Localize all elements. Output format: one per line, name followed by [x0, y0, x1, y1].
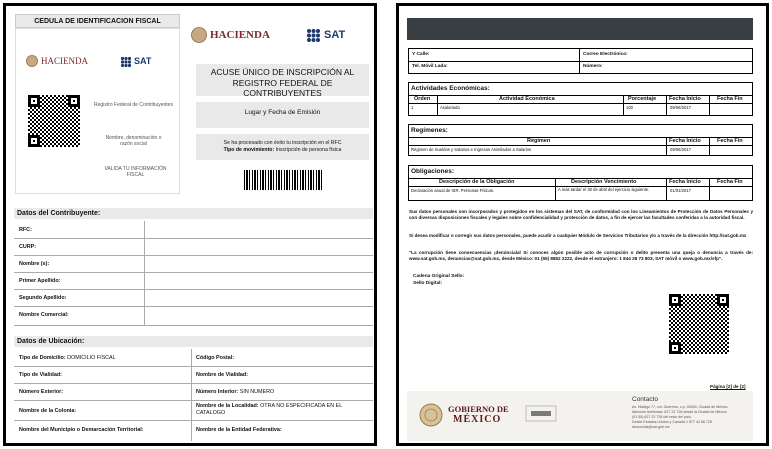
contacto-title: Contacto: [632, 396, 659, 403]
localidad-value: OTRA NO ESPECIFICADA EN EL CATALOGO: [196, 403, 342, 417]
mexico-text: MÉXICO: [453, 414, 502, 425]
datos-ubicacion-title: Datos de Ubicación:: [14, 336, 373, 347]
segundo-apellido-label: Segundo Apellido:: [19, 295, 67, 301]
reg-h-fecha-inicio: Fecha Inicio: [669, 138, 701, 144]
obl-descripcion: Declaración anual de ISR. Personas Físicas.: [411, 188, 495, 193]
regimenes-title: Regímenes:: [411, 127, 448, 134]
numero-label: Número:: [583, 64, 603, 69]
valida-caption: VALIDA TU INFORMACIÓN FISCAL: [104, 166, 167, 178]
rfc-caption: Registro Federal de Contribuyentes: [94, 102, 173, 108]
tipo-mov-value: Inscripción de persona física: [275, 147, 342, 154]
act-porcentaje: 100: [626, 105, 633, 110]
primer-apellido-label: Primer Apellido:: [19, 278, 61, 284]
tipo-vialidad-label: Tipo de Vialidad:: [19, 372, 62, 378]
rfc-label: RFC:: [19, 227, 32, 233]
entidad-label: Nombre de la Entidad Federativa:: [196, 427, 282, 433]
act-h-porcentaje: Porcentaje: [628, 96, 657, 102]
obligaciones-title: Obligaciones:: [411, 168, 454, 175]
tipo-domicilio-label: Tipo de Domicilio: DOMICILIO FISCAL: [19, 355, 116, 361]
gobierno-seal-icon: [419, 403, 443, 427]
sat-dots-icon: [306, 28, 321, 43]
actividades-table: [408, 82, 753, 116]
sat-logo: [120, 55, 160, 67]
numero-interior-label: Número Interior: SIN NUMERO: [196, 389, 275, 395]
tipo-movimiento: [196, 147, 369, 154]
barcode: [244, 170, 322, 190]
municipio-label: Nombre del Municipio o Demarcación Territorial:: [19, 427, 144, 433]
hacienda-text: HACIENDA: [41, 56, 88, 66]
act-actividad: Asalariado: [440, 105, 460, 110]
constancia-page-2: [396, 3, 769, 446]
obl-fecha-inicio: 01/01/2017: [670, 188, 691, 193]
tel-label: Tel. Móvil Lada:: [412, 64, 448, 69]
contacto-line-4: Desde Estados Unidos y Canadá 1 877 44 88 728.: [632, 420, 713, 424]
reg-regimen: Régimen de Sueldos y Salarios e Ingresos Asimilados a Salarios: [411, 147, 532, 152]
hacienda-text: HACIENDA: [210, 29, 270, 41]
datos-contribuyente-title: Datos del Contribuyente:: [14, 208, 373, 219]
localidad-label: Nombre de la Localidad: OTRA NO ESPECIFICADA EN EL CATALOGO: [196, 403, 342, 417]
colonia-label: Nombre de la Colonia:: [19, 408, 77, 414]
cedula-header: CEDULA DE IDENTIFICACION FISCAL: [15, 14, 180, 28]
hacienda-logo: [26, 54, 91, 68]
contact-table: [408, 48, 753, 74]
numero-exterior-label: Número Exterior:: [19, 389, 64, 395]
curp-label: CURP:: [19, 244, 37, 250]
correo-label: Correo Electrónico:: [583, 52, 628, 57]
numero-interior-value: SIN NUMERO: [239, 389, 275, 395]
eagle-icon: [191, 26, 207, 44]
corruption-paragraph: "La corrupción tiene consecuencias ¡denúncialal Si conoces algún posible acto de corrupción o delito presenta una queja o denuncia a través de: www.sat.gob.mx, denuncias@sat.gob.mx, desde México: 01 (55) 8852 2222, desde el extranjero: 1 844 28 73 803, SAT móvil o www.gob.mx/sfp".: [409, 250, 753, 261]
obl-vencimiento: A más tardar el 30 de abril del ejercicio siguiente.: [558, 187, 650, 192]
constancia-page-1: [3, 3, 377, 446]
nombre-vialidad-label: Nombre de Vialidad:: [196, 372, 249, 378]
contacto-line-5: denuncias@sat.gob.mx: [632, 425, 670, 429]
qr-code-right: [669, 294, 729, 354]
footer: [407, 391, 753, 441]
header-bar: [407, 18, 753, 40]
contigo-logo-icon: [525, 403, 557, 425]
act-h-orden: Orden: [414, 96, 431, 102]
act-h-fecha-inicio: Fecha Inicio: [669, 96, 701, 102]
cp-label: Código Postal:: [196, 355, 235, 361]
reg-fecha-inicio: 09/06/2017: [670, 147, 691, 152]
tipo-mov-label: Tipo de movimiento:: [223, 147, 275, 154]
cadena-label: Cadena Original Sello:: [413, 274, 465, 279]
privacy-paragraph: Sus datos personales son incorporados y protegidos en los sistemas del SAT, de conformidad con los Lineamientos de Protección de Datos Personales y con diversas disposiciones fiscales y legales sobre confidencialidad y protección de datos, a fin de ejercer las facultades conferidas a la autoridad fiscal.: [409, 209, 753, 220]
contacto-line-1: Av. Hidalgo 77, col. Guerrero, c.p. 06300, Ciudad de México.: [632, 405, 729, 409]
reg-h-fecha-fin: Fecha Fin: [717, 138, 743, 144]
obligaciones-table: [408, 165, 753, 201]
sat-text: SAT: [324, 29, 346, 41]
procesado-text: Se ha procesado con éxito tu inscripción en el RFC: [223, 140, 342, 146]
obl-h-fecha-inicio: Fecha Inicio: [669, 179, 701, 185]
modify-paragraph: Si desea modificar o corregir sus datos personales, puede acudir a cualquier Módulo de Servicios Tributarios y/o a través de la dirección http://sat.gob.mx: [409, 233, 747, 238]
eagle-icon: [26, 54, 38, 68]
sat-dots-icon: [120, 56, 132, 68]
actividades-title: Actividades Económicas:: [411, 85, 490, 92]
act-orden: 1: [411, 105, 414, 110]
obl-h-descripcion: Descripción de la Obligación: [439, 179, 515, 185]
gobierno-text: GOBIERNO DE: [448, 404, 509, 414]
obl-h-vencimiento: Descripción Vencimiento: [571, 179, 637, 185]
sat-text: SAT: [134, 56, 152, 66]
act-h-actividad: Actividad Económica: [499, 96, 555, 102]
qr-code-left: [28, 95, 80, 147]
nombre-comercial-label: Nombre Comercial:: [19, 312, 69, 318]
obl-h-fecha-fin: Fecha Fin: [717, 179, 743, 185]
acuse-title: ACUSE ÚNICO DE INSCRIPCIÓN AL REGISTRO FEDERAL DE CONTRIBUYENTES: [196, 64, 369, 96]
act-fecha-inicio: 09/06/2017: [670, 105, 691, 110]
calle-label: Y Calle:: [412, 52, 430, 57]
reg-h-regimen: Régimen: [527, 138, 551, 144]
sat-logo-top: [306, 28, 351, 44]
contacto-line-3: (01 55) 627 22 728 del resto del país.: [632, 415, 692, 419]
act-h-fecha-fin: Fecha Fin: [717, 96, 743, 102]
hacienda-logo-top: [191, 26, 271, 46]
sello-label: Sello Digital:: [413, 281, 443, 286]
nombre-label: Nombre (s):: [19, 261, 50, 267]
lugar-fecha: Lugar y Fecha de Emisión: [196, 102, 369, 128]
procesado-box: [196, 134, 369, 160]
nombre-caption: Nombre, denominación o razón social: [105, 135, 162, 147]
tipo-domicilio-value: DOMICILIO FISCAL: [67, 355, 116, 361]
contacto-line-2: Atención telefónica: 627 22 728 desde la Ciudad de México: [632, 410, 727, 414]
regimenes-table: [408, 124, 753, 156]
page-number: Página [2] de [2]: [710, 384, 746, 389]
